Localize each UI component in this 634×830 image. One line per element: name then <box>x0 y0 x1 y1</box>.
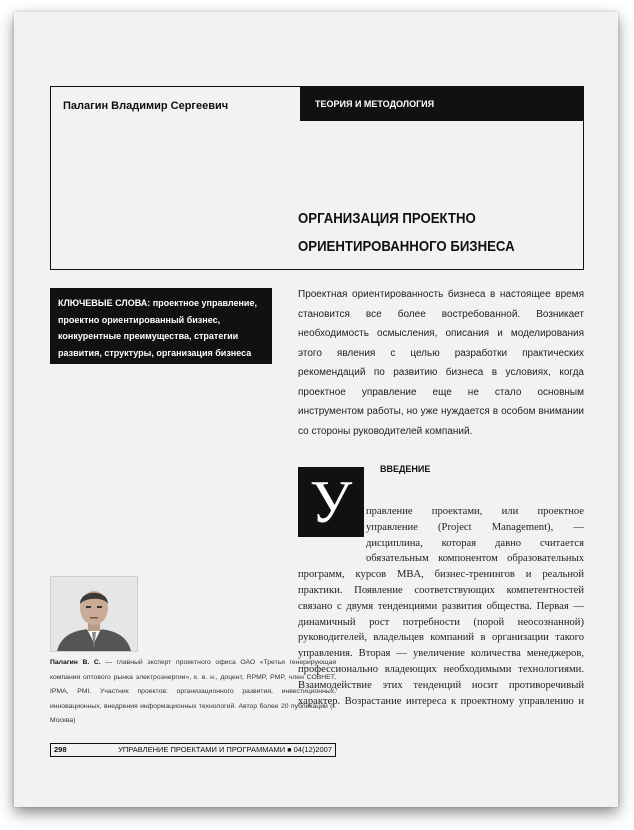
intro-paragraph: правление проектами, или проектное управление (Project Management), — дисциплина, которая давно считается обязательным компонентом образовательных программ, курсов MBA, бизнес-тренингов и реальной практики. Появление соответствующих компетентностей связано с двумя тенденциями развития общества. Первая — динамичный рост потребности (порой неосознанной) руководителей, владельцев компаний в организации такого управления. Вторая — увеличение количества менеджеров, профессионально владеющих необходимыми технологиями. Взаимодействие этих тенденций носит противоречивый характер. Возрастание интереса к проектному управлению и <box>298 506 584 707</box>
bio-text: — главный эксперт проектного офиса ОАО «Третья генерирующая компания оптового рынка электроэнергии», к. в. н., доцент, RPMP, PMP, член СОВНЕТ, IPMA, PMI. Участник проектов: организационного развития, инвестиционных, инновационных, внедрения информационных технологий. Автор более 20 публикаций (г. Москва) <box>50 659 337 724</box>
author-name: Палагин Владимир Сергеевич <box>63 100 229 112</box>
title-line-2: ОРИЕНТИРОВАННОГО БИЗНЕСА <box>298 238 515 255</box>
journal-issue: 04(12)2007 <box>293 745 332 754</box>
section-tab: ТЕОРИЯ И МЕТОДОЛОГИЯ <box>300 87 583 121</box>
journal-page <box>14 12 618 807</box>
title-line-1: ОРГАНИЗАЦИЯ ПРОЕКТНО <box>298 210 476 227</box>
drop-cap: У <box>298 467 364 537</box>
journal-name: УПРАВЛЕНИЕ ПРОЕКТАМИ И ПРОГРАММАМИ <box>118 745 286 754</box>
keywords-box: КЛЮЧЕВЫЕ СЛОВА: проектное управление, проектно ориентированный бизнес, конкурентные преимущества, стратегии развития, структуры, организация бизнеса <box>50 288 272 364</box>
intro-body-text <box>298 504 584 744</box>
section-heading-intro: ВВЕДЕНИЕ <box>380 464 431 474</box>
page-number: 298 <box>54 745 67 754</box>
bio-name: Палагин В. С. <box>50 659 101 666</box>
author-photo <box>50 576 138 652</box>
article-title <box>298 205 544 261</box>
page-footer <box>50 743 336 757</box>
author-bio <box>50 656 336 729</box>
square-separator: ■ <box>287 747 292 754</box>
lead-paragraph: Проектная ориентированность бизнеса в настоящее время становится все более востребованной. Возникает необходимость осмысления, описания и моделирования этого явления с целью разработки практических рекомендаций по развитию бизнеса в условиях, когда проектное управление еще не стало основным инструментом работы, но уже нуждается в особом внимании со стороны руководителей компаний. <box>298 289 584 437</box>
drop-cap-spacer <box>298 504 366 554</box>
article-header <box>50 86 584 270</box>
author-portrait-image <box>51 577 137 651</box>
journal-info <box>118 744 332 757</box>
